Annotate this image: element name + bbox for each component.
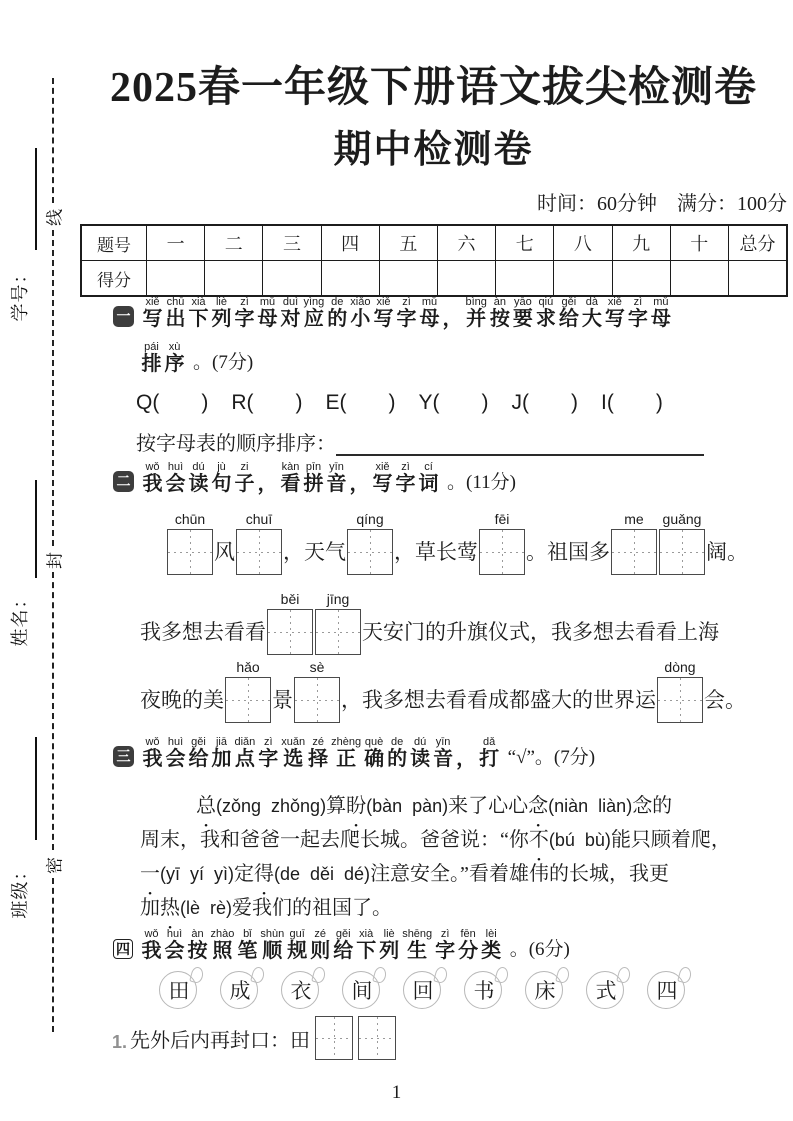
ruby-char: 照zhào — [210, 928, 235, 962]
section-2-points: 。(11分) — [447, 472, 516, 493]
write-box[interactable] — [611, 529, 657, 575]
pinyin-write-unit — [236, 511, 282, 575]
question-number-cell: 五 — [380, 226, 438, 260]
letter-item: J( ) — [511, 391, 578, 414]
text-run: 定 — [234, 863, 254, 885]
text-run: (lè rè) — [180, 898, 233, 918]
ruby-char: 按àn — [489, 296, 510, 330]
ruby-char: 母mǔ — [419, 296, 440, 330]
pinyin-write-unit — [267, 591, 313, 655]
pinyin-label: chuī — [245, 511, 273, 527]
score-entry-cell[interactable] — [671, 261, 729, 295]
text-run: 算 — [326, 795, 347, 817]
question-number-cell: 四 — [322, 226, 380, 260]
write-box[interactable] — [358, 1016, 396, 1060]
ruby-char: 对duì — [280, 296, 301, 330]
seal-dashed-line — [52, 230, 54, 546]
ruby-char: 字zì — [627, 296, 648, 330]
ruby-char: 拼pīn — [303, 461, 324, 495]
pinyin-write-unit — [225, 659, 271, 723]
ruby-char: ， — [257, 473, 278, 495]
ruby-char: 下xià — [188, 296, 209, 330]
ruby-char: 给gěi — [333, 928, 354, 962]
score-entry-cell[interactable] — [613, 261, 671, 295]
pinyin-write-unit — [657, 659, 703, 723]
ruby-char: 写xiě — [142, 296, 163, 330]
text-run: 周末，我和爸爸一起去爬长城。爸爸说：“你 — [140, 829, 529, 851]
section-2-heading-text — [141, 461, 440, 496]
section-1-heading-text — [141, 296, 672, 331]
uppercase-letters-row — [136, 391, 663, 415]
ruby-char: 生shēng — [402, 928, 433, 962]
ruby-char: 出chū — [165, 296, 186, 330]
pinyin-write-unit — [659, 511, 705, 575]
seal-dashed-line — [52, 878, 54, 1032]
section-1-heading — [113, 296, 672, 331]
score-entry-cell[interactable] — [322, 261, 380, 295]
class-writing-line[interactable] — [35, 737, 37, 840]
ruby-char: 字zì — [396, 296, 417, 330]
write-box[interactable] — [236, 529, 282, 575]
pinyin-write-unit — [315, 591, 361, 655]
question-number-cell: 三 — [263, 226, 321, 260]
section-1-heading-text2 — [140, 341, 186, 376]
snail-character: 式 — [585, 970, 627, 1010]
write-box[interactable] — [294, 677, 340, 723]
write-box[interactable] — [657, 677, 703, 723]
ruby-char: 点diǎn — [234, 736, 256, 770]
pinyin-label: qíng — [356, 511, 384, 527]
ruby-char: 子zi — [234, 461, 255, 495]
ruby-char: 列liè — [379, 928, 400, 962]
section-3-heading-text — [141, 736, 501, 771]
ruby-char: ， — [456, 748, 477, 770]
text-run: 爱我们的祖国了。 — [232, 897, 393, 919]
snail-character: 田 — [158, 970, 200, 1010]
ruby-char: 排pái — [141, 341, 162, 375]
snail-character: 间 — [341, 970, 383, 1010]
text-run: (niàn liàn) — [548, 796, 633, 816]
text-run: (de děi dé) — [274, 864, 371, 884]
dotted-char: 盼 — [346, 795, 367, 817]
exam-title: 2025春一年级下册语文拔尖检测卷 — [109, 65, 757, 111]
text-run: 风 — [214, 540, 235, 564]
text-run: 能只顾着爬， — [610, 829, 731, 851]
paragraph-line — [140, 789, 731, 823]
write-box[interactable] — [479, 529, 525, 575]
question-number-cell: 总分 — [739, 234, 776, 254]
ruby-char: 会huì — [165, 461, 186, 495]
score-entry-cell[interactable] — [438, 261, 496, 295]
ruby-char: 顺shùn — [260, 928, 285, 962]
section-1-icon: 一 — [113, 306, 134, 327]
ruby-char: 列liè — [211, 296, 232, 330]
score-table — [80, 224, 788, 297]
section-4-icon: 四 — [113, 939, 133, 959]
pinyin-writing-line-3 — [140, 659, 746, 723]
ruby-char: 会huì — [165, 736, 186, 770]
score-entry-cell[interactable] — [380, 261, 438, 295]
ruby-char: ， — [349, 473, 370, 495]
seal-dashed-line — [52, 572, 54, 850]
pinyin-writing-line-1 — [166, 511, 748, 575]
letter-item: R( ) — [231, 391, 303, 414]
ruby-char: 我wǒ — [142, 461, 163, 495]
ruby-char: 字zì — [395, 461, 416, 495]
answer-blank-line[interactable] — [336, 428, 704, 456]
question-number-cell: 二 — [205, 226, 263, 260]
question-number-label: 题号 — [82, 226, 147, 260]
question-number-cell: 九 — [613, 226, 671, 260]
snail-character: 四 — [646, 970, 688, 1010]
ruby-char: 写xiě — [604, 296, 625, 330]
ruby-char: 大dà — [581, 296, 602, 330]
dotted-char: 总 — [196, 795, 216, 817]
write-box[interactable] — [315, 609, 361, 655]
seal-char-seal: 封 — [45, 552, 65, 569]
score-entry-cell[interactable] — [263, 261, 321, 295]
text-run: (yī yí yì) — [160, 864, 234, 884]
dotted-char: 不 — [528, 829, 549, 851]
stroke-order-item-1 — [112, 1016, 396, 1060]
question-number-cell: 六 — [438, 226, 496, 260]
ruby-char: 字zì — [258, 736, 279, 770]
score-table-score-row — [82, 260, 786, 295]
pinyin-label: běi — [280, 591, 300, 607]
ruby-char: 我wǒ — [142, 736, 163, 770]
letter-item: Q( ) — [136, 391, 209, 414]
ruby-char: 看kàn — [280, 461, 301, 495]
text-run: 夜晚的美 — [140, 688, 224, 712]
ruby-char: 给gěi — [188, 736, 209, 770]
pinyin-write-unit — [611, 511, 657, 575]
seal-char-secret: 密 — [45, 857, 65, 874]
question-number-cell: 一 — [147, 226, 205, 260]
ruby-char: 字zì — [234, 296, 255, 330]
paragraph-line — [140, 891, 731, 925]
score-entry-cell[interactable] — [205, 261, 263, 295]
ruby-char: 笔bǐ — [237, 928, 258, 962]
section-3-icon: 三 — [113, 746, 134, 767]
snail-character: 衣 — [280, 970, 322, 1010]
pinyin-write-unit — [294, 659, 340, 723]
ruby-char: 给gěi — [558, 296, 579, 330]
text-run: 我多想去看看 — [140, 620, 266, 644]
section-3-heading — [113, 736, 595, 771]
paragraph-line — [140, 857, 731, 891]
ruby-char: 应yìng — [303, 296, 325, 330]
ruby-char: 音yīn — [433, 736, 454, 770]
question-number-cell: 八 — [554, 226, 612, 260]
alphabet-order-label: 按字母表的顺序排序： — [136, 433, 336, 455]
section-4-heading-text — [140, 928, 503, 963]
ruby-char: 则zé — [310, 928, 331, 962]
pinyin-label: guǎng — [662, 511, 702, 527]
pronunciation-paragraph — [140, 789, 731, 925]
ruby-char: 按àn — [187, 928, 208, 962]
ruby-char: 写xiě — [373, 296, 394, 330]
pinyin-label: jīng — [326, 591, 350, 607]
pinyin-label: sè — [309, 659, 325, 675]
ruby-char: 句jù — [211, 461, 232, 495]
text-run: ，我多想去看看成都盛大的世界运 — [341, 688, 656, 712]
ruby-char: 词cí — [418, 461, 439, 495]
text-run: 阔。 — [706, 540, 748, 564]
text-run: 加 — [140, 897, 160, 919]
ruby-char: ， — [442, 308, 463, 330]
ruby-char: 音yīn — [326, 461, 347, 495]
question-number-cell: 十 — [671, 226, 729, 260]
exam-meta-time-score: 时间：60分钟 满分：100分 — [537, 193, 787, 215]
letter-item: I( ) — [601, 391, 663, 414]
letter-item: E( ) — [325, 391, 396, 414]
pinyin-write-unit — [479, 511, 525, 575]
ruby-char: 正zhèng — [331, 736, 362, 770]
question-number-cells — [147, 226, 786, 260]
pinyin-label: me — [624, 511, 644, 527]
score-entry-cell[interactable] — [147, 261, 205, 295]
section-4-points: 。(6分) — [509, 939, 570, 960]
text-run: (bú bù) — [548, 830, 611, 850]
text-run: 注意安全。”看着雄伟的长城，我更 — [370, 863, 669, 885]
score-entry-cell[interactable] — [496, 261, 554, 295]
text-run: 念的 — [632, 795, 673, 817]
text-run: ，草长莺 — [394, 540, 478, 564]
text-run: ，天气 — [283, 540, 346, 564]
name-label: 姓名： — [10, 589, 30, 647]
dotted-char: 一 — [140, 863, 160, 885]
item-number: 1. — [112, 1032, 128, 1052]
dotted-char: 念 — [528, 795, 549, 817]
pinyin-write-unit — [347, 511, 393, 575]
pinyin-writing-line-2 — [140, 591, 719, 655]
section-2-heading — [113, 461, 516, 496]
section-4-heading — [113, 928, 570, 963]
score-entry-cell[interactable] — [729, 261, 786, 295]
ruby-char: 的de — [387, 736, 408, 770]
ruby-char: 会huì — [164, 928, 185, 962]
text-run: 来了心心 — [448, 795, 529, 817]
score-entry-cell[interactable] — [554, 261, 612, 295]
ruby-char: 小xiǎo — [350, 296, 371, 330]
letter-item: Y( ) — [418, 391, 489, 414]
score-label: 得分 — [82, 261, 147, 295]
write-box[interactable] — [167, 529, 213, 575]
pinyin-label: fēi — [494, 511, 510, 527]
ruby-char: 要yāo — [512, 296, 533, 330]
ruby-char: 求qiú — [535, 296, 556, 330]
text-run: 天安门的升旗仪式，我多想去看看上海 — [362, 620, 719, 644]
snail-character: 床 — [524, 970, 566, 1010]
snail-character: 书 — [463, 970, 505, 1010]
snail-character-row — [158, 970, 688, 1010]
ruby-char: 选xuǎn — [281, 736, 306, 770]
section-3-points: “√”。(7分) — [507, 747, 596, 768]
ruby-char: 类lèi — [481, 928, 502, 962]
write-box[interactable] — [225, 677, 271, 723]
name-writing-line[interactable] — [35, 480, 37, 578]
pinyin-label: hǎo — [236, 659, 260, 675]
seal-char-line: 线 — [45, 209, 65, 226]
ruby-char: 分fēn — [458, 928, 479, 962]
ruby-char: 加jiā — [211, 736, 232, 770]
question-number-cell: 七 — [496, 226, 554, 260]
dotted-char: 热 — [160, 897, 180, 919]
ruby-char: 打dǎ — [479, 736, 500, 770]
section-1-heading-cont — [140, 341, 253, 376]
snail-character: 成 — [219, 970, 261, 1010]
student-id-writing-line[interactable] — [35, 148, 37, 250]
pinyin-label: chūn — [174, 511, 206, 527]
write-box[interactable] — [347, 529, 393, 575]
section-1-points: 。(7分) — [193, 352, 254, 373]
text-run: 会。 — [704, 688, 746, 712]
write-box[interactable] — [659, 529, 705, 575]
student-id-label: 学号： — [10, 264, 30, 322]
ruby-char: 我wǒ — [141, 928, 162, 962]
ruby-char: 的de — [327, 296, 348, 330]
paragraph-line — [140, 823, 731, 857]
pinyin-label: dòng — [664, 659, 696, 675]
ruby-char: 母mǔ — [257, 296, 278, 330]
ruby-char: 下xià — [356, 928, 377, 962]
score-entry-cells — [147, 261, 786, 295]
page-number: 1 — [391, 1082, 402, 1103]
ruby-char: 确què — [364, 736, 385, 770]
item-text: 先外后内再封口：田 — [130, 1030, 311, 1052]
snail-character: 回 — [402, 970, 444, 1010]
text-run: (zǒng zhǒng) — [216, 796, 327, 816]
write-box[interactable] — [267, 609, 313, 655]
text-run: 。祖国多 — [526, 540, 610, 564]
ruby-char: 写xiě — [372, 461, 393, 495]
text-run: 景 — [272, 688, 293, 712]
alphabet-order-line — [136, 427, 704, 456]
class-label: 班级： — [10, 861, 30, 919]
ruby-char: 序xù — [164, 341, 185, 375]
text-run: (bàn pàn) — [366, 796, 449, 816]
pinyin-write-unit — [167, 511, 213, 575]
ruby-char: 读dú — [410, 736, 431, 770]
ruby-char: 母mǔ — [650, 296, 671, 330]
ruby-char: 字zì — [435, 928, 456, 962]
ruby-char: 择zé — [308, 736, 329, 770]
ruby-char: 并bìng — [465, 296, 487, 330]
ruby-char: 规guī — [287, 928, 308, 962]
section-2-icon: 二 — [113, 471, 134, 492]
ruby-char: 读dú — [188, 461, 209, 495]
dotted-char: 得 — [254, 863, 274, 885]
score-table-header-row — [82, 226, 786, 260]
exam-subtitle: 期中检测卷 — [333, 129, 534, 171]
write-box[interactable] — [315, 1016, 353, 1060]
